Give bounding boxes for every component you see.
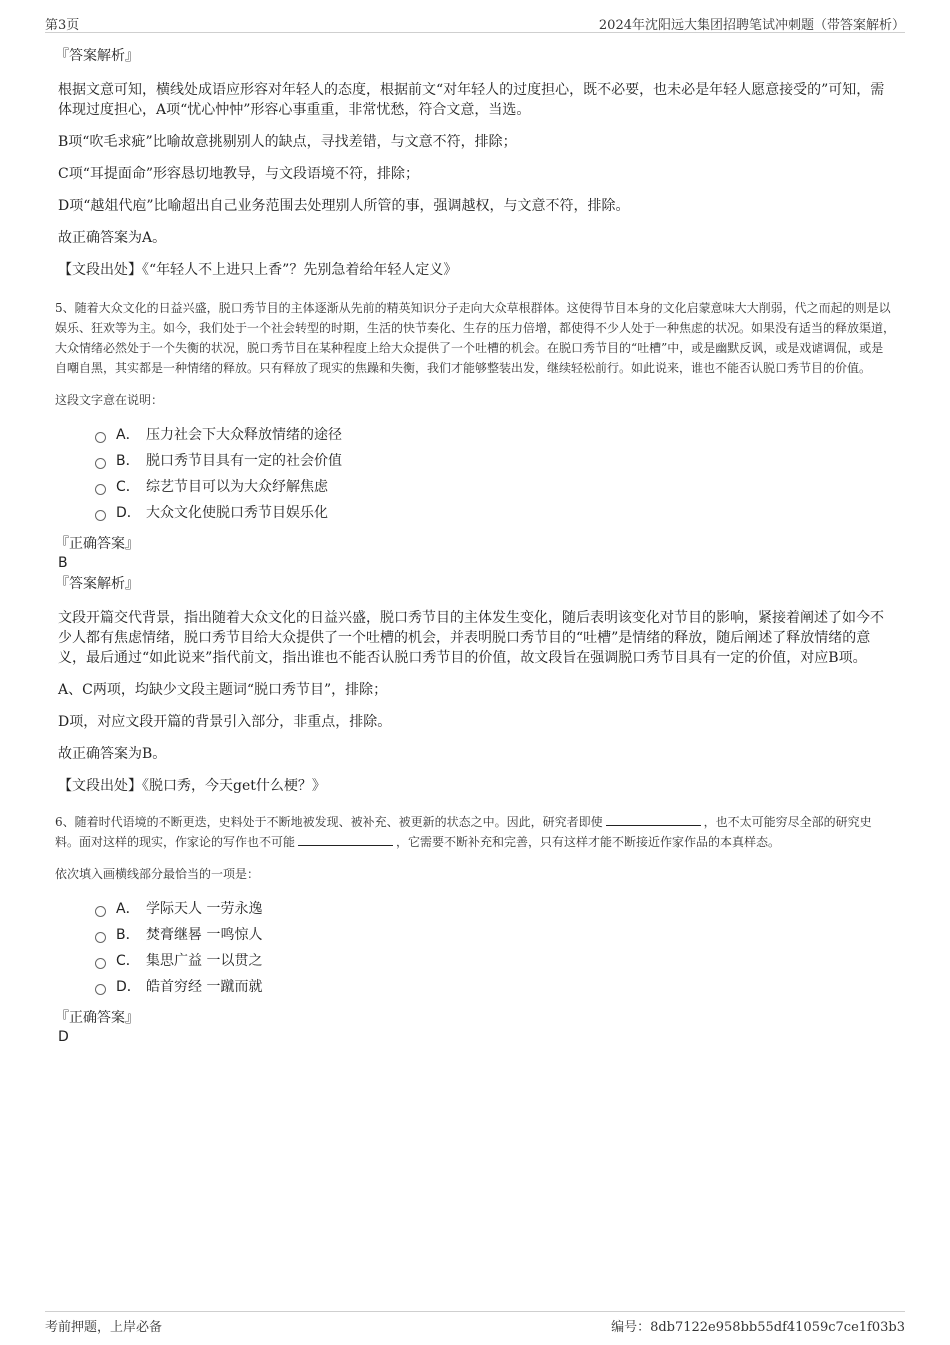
analysis-paragraph: C项“耳提面命”形容恳切地教导，与文段语境不符，排除； xyxy=(58,166,420,182)
option-b[interactable] xyxy=(95,448,895,474)
page-number: 第3页 xyxy=(45,18,80,33)
footer-slogan: 考前押题，上岸必备 xyxy=(45,1320,163,1335)
question-6-text xyxy=(55,812,895,852)
option-text: 脱口秀节目具有一定的社会价值 xyxy=(146,453,342,469)
question-6-prompt: 依次填入画横线部分最恰当的一项是： xyxy=(55,867,260,881)
analysis-paragraph: A、C两项，均缺少文段主题词“脱口秀节目”，排除； xyxy=(58,682,388,698)
document-code: 编号：8db7122e958bb55df41059c7ce1f03b3 xyxy=(611,1320,905,1335)
question-5-options xyxy=(95,422,895,526)
analysis-paragraph: D项“越俎代庖”比喻超出自己业务范围去处理别人所管的事，强调越权，与文意不符，排除。 xyxy=(58,198,630,214)
correct-answer: B xyxy=(58,555,68,571)
radio-icon[interactable] xyxy=(95,984,106,995)
option-text: 集思广益 一以贯之 xyxy=(146,953,263,969)
radio-icon[interactable] xyxy=(95,432,106,443)
option-a[interactable] xyxy=(95,422,895,448)
analysis-paragraph: B项“吹毛求疵”比喻故意挑剔别人的缺点，寻找差错，与文意不符，排除； xyxy=(58,134,517,150)
option-text: 压力社会下大众释放情绪的途径 xyxy=(146,427,342,443)
option-text: 皓首穷经 一蹴而就 xyxy=(146,979,263,995)
page-header xyxy=(45,12,905,33)
analysis-label: 『答案解析』 xyxy=(55,48,139,64)
question-6-part3: ，它需要不断补充和完善，只有这样才能不断接近作家作品的本真样态。 xyxy=(396,835,781,849)
page-footer xyxy=(45,1311,905,1336)
option-letter: C． xyxy=(116,953,140,969)
radio-icon[interactable] xyxy=(95,906,106,917)
source-citation: 【文段出处】《“年轻人不上进只上香”？先别急着给年轻人定义》 xyxy=(58,262,458,278)
radio-icon[interactable] xyxy=(95,510,106,521)
fill-blank xyxy=(298,833,393,846)
correct-answer-label: 『正确答案』 xyxy=(55,1010,139,1026)
question-6-part2: ，也不太可能穷尽全部的研究史料。面对这样的现实，作家论的写作也不可能 xyxy=(55,815,872,849)
option-letter: B． xyxy=(116,927,140,943)
option-letter: A． xyxy=(116,901,140,917)
analysis-paragraph: D项，对应文段开篇的背景引入部分，非重点，排除。 xyxy=(58,714,392,730)
analysis-conclusion: 故正确答案为A。 xyxy=(58,230,167,246)
analysis-paragraph: 文段开篇交代背景，指出随着大众文化的日益兴盛，脱口秀节目的主体发生变化，随后表明该变化对节目的影响，紧接着阐述了如今不少人都有焦虑情绪，脱口秀节目给大众提供了一个吐槽的机会，并表明脱口秀节目的“吐槽”是情绪的释放，随后阐述了释放情绪的意义，最后通过“如此说来”指代前文，指出谁也不能否认脱口秀节目的价值，故文段旨在强调脱口秀节目具有一定的价值，对应B项。 xyxy=(58,610,884,666)
option-text: 大众文化使脱口秀节目娱乐化 xyxy=(146,505,328,521)
question-5-prompt: 这段文字意在说明： xyxy=(55,393,164,407)
option-d[interactable] xyxy=(95,974,895,1000)
page-content xyxy=(55,46,895,1048)
option-letter: A． xyxy=(116,427,140,443)
option-d[interactable] xyxy=(95,500,895,526)
option-c[interactable] xyxy=(95,474,895,500)
radio-icon[interactable] xyxy=(95,958,106,969)
option-letter: D． xyxy=(116,505,141,521)
option-letter: D． xyxy=(116,979,141,995)
option-letter: B． xyxy=(116,453,140,469)
option-c[interactable] xyxy=(95,948,895,974)
radio-icon[interactable] xyxy=(95,458,106,469)
question-5-text: 5、随着大众文化的日益兴盛，脱口秀节目的主体逐渐从先前的精英知识分子走向大众草根群体。这使得节目本身的文化启蒙意味大大削弱，代之而起的则是以娱乐、狂欢等为主。如今，我们处于一个社会转型的时期，生活的快节奏化、生存的压力倍增，都使得不少人处于一种焦虑的状况。如果没有适当的释放渠道，大众情绪必然处于一个失衡的状况，脱口秀节目在某种程度上给大众提供了一个吐槽的机会。在脱口秀节目的“吐槽”中，或是幽默反讽，或是戏谑调侃，或是自嘲自黑，其实都是一种情绪的释放。只有释放了现实的焦躁和失衡，我们才能够整装出发，继续轻松前行。如此说来，谁也不能否认脱口秀节目的价值。 xyxy=(55,301,896,375)
radio-icon[interactable] xyxy=(95,932,106,943)
option-a[interactable] xyxy=(95,896,895,922)
radio-icon[interactable] xyxy=(95,484,106,495)
correct-answer-label: 『正确答案』 xyxy=(55,536,139,552)
option-b[interactable] xyxy=(95,922,895,948)
document-title: 2024年沈阳远大集团招聘笔试冲刺题（带答案解析） xyxy=(598,18,905,33)
option-text: 学际天人 一劳永逸 xyxy=(146,901,263,917)
analysis-label: 『答案解析』 xyxy=(55,576,139,592)
option-text: 综艺节目可以为大众纾解焦虑 xyxy=(146,479,328,495)
analysis-conclusion: 故正确答案为B。 xyxy=(58,746,167,762)
option-letter: C． xyxy=(116,479,140,495)
question-6-part1: 6、随着时代语境的不断更迭，史料处于不断地被发现、被补充、被更新的状态之中。因此，研究者即使 xyxy=(55,815,603,829)
question-6-options xyxy=(95,896,895,1000)
option-text: 焚膏继晷 一鸣惊人 xyxy=(146,927,263,943)
analysis-paragraph: 根据文意可知，横线处成语应形容对年轻人的态度，根据前文“对年轻人的过度担心，既不必要，也未必是年轻人愿意接受的”可知，需体现过度担心，A项“忧心忡忡”形容心事重重，非常忧愁，符合文意，当选。 xyxy=(58,82,885,118)
fill-blank xyxy=(606,813,701,826)
source-citation: 【文段出处】《脱口秀，今天get什么梗？》 xyxy=(58,778,326,794)
correct-answer: D xyxy=(58,1029,69,1045)
